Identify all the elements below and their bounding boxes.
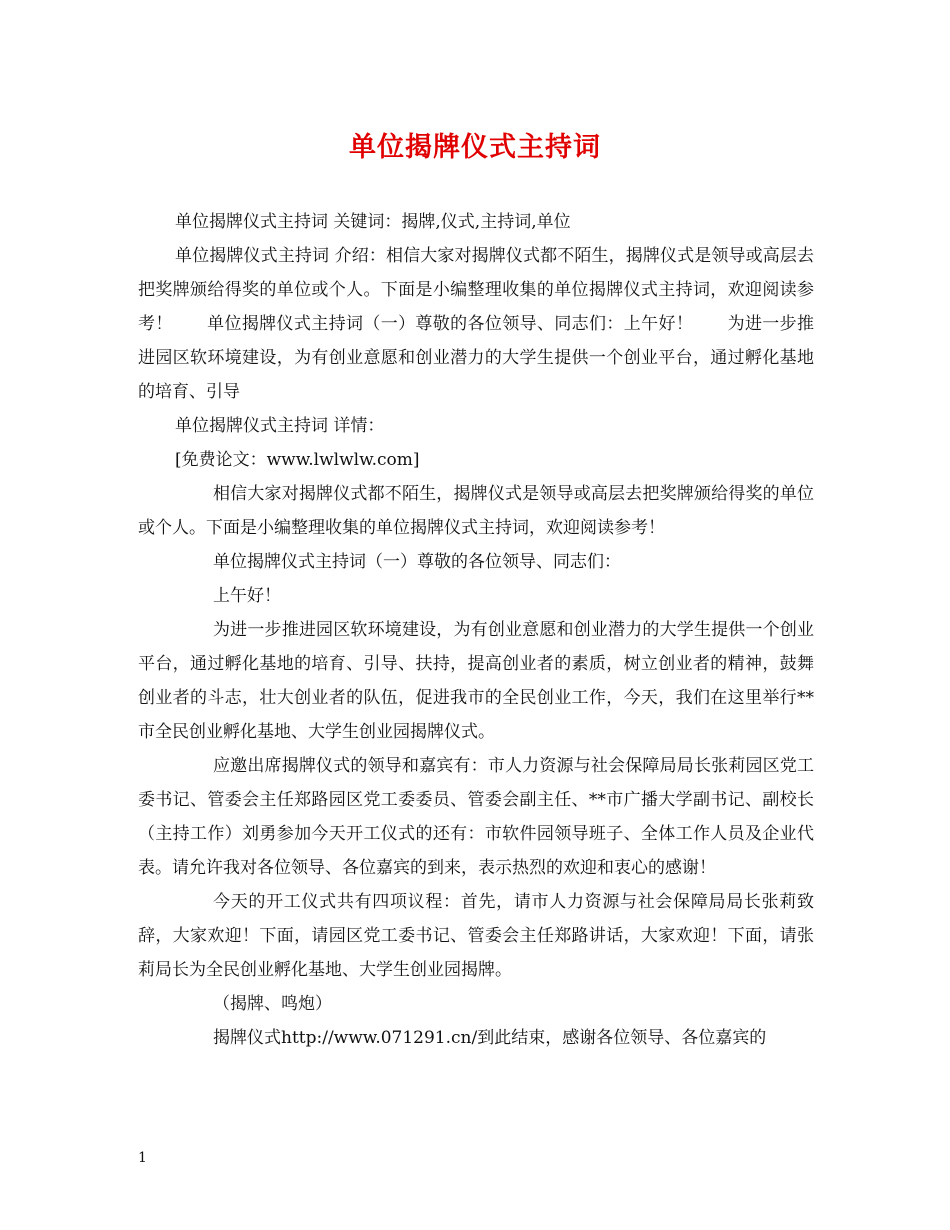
document-body — [138, 205, 814, 1055]
body-paragraph-8: 揭牌仪式http://www.071291.cn/到此结束，感谢各位领导、各位嘉宾的 — [213, 1028, 767, 1048]
details-label: 单位揭牌仪式主持词 详情： — [175, 416, 385, 436]
source-link: [免费论文：www.lwlwlw.com] — [175, 450, 420, 470]
body-paragraph-3: 上午好！ — [213, 586, 281, 606]
intro-text-b: 单位揭牌仪式主持词（一）尊敬的各位领导、同志们：上午好！ — [206, 314, 694, 334]
body-paragraph-2: 单位揭牌仪式主持词（一）尊敬的各位领导、同志们： — [213, 552, 621, 572]
intro-text-c: 为进一步推进园区软环境建设，为有创业意愿和创业潜力的大学生提供一个创业平台，通过孵化基地的培育、引导 — [138, 314, 815, 402]
page-number: 1 — [138, 1150, 147, 1166]
body-paragraph-5: 应邀出席揭牌仪式的领导和嘉宾有：市人力资源与社会保障局局长张莉园区党工委书记、管委会主任郑路园区党工委委员、管委会副主任、**市广播大学副书记、副校长（主持工作）刘勇参加今天开工仪式的还有：市软件园领导班子、全体工作人员及企业代表。请允许我对各位领导、各位嘉宾的到来，表示热烈的欢迎和衷心的感谢！ — [138, 756, 814, 878]
intro-paragraph — [138, 239, 814, 409]
body-paragraph-1: 相信大家对揭牌仪式都不陌生，揭牌仪式是领导或高层去把奖牌颁给得奖的单位或个人。下面是小编整理收集的单位揭牌仪式主持词，欢迎阅读参考！ — [138, 484, 814, 538]
body-paragraph-7: （揭牌、鸣炮） — [213, 994, 332, 1014]
body-paragraph-4: 为进一步推进园区软环境建设，为有创业意愿和创业潜力的大学生提供一个创业平台，通过孵化基地的培育、引导、扶持，提高创业者的素质，树立创业者的精神，鼓舞创业者的斗志，壮大创业者的队伍，促进我市的全民创业工作，今天，我们在这里举行**市全民创业孵化基地、大学生创业园揭牌仪式。 — [138, 620, 814, 742]
intro-text-a: 单位揭牌仪式主持词 介绍：相信大家对揭牌仪式都不陌生，揭牌仪式是领导或高层去把奖牌颁给得奖的单位或个人。下面是小编整理收集的单位揭牌仪式主持词，欢迎阅读参考！ — [138, 246, 814, 334]
keywords-paragraph: 单位揭牌仪式主持词 关键词：揭牌,仪式,主持词,单位 — [175, 212, 571, 232]
document-title: 单位揭牌仪式主持词 — [349, 132, 601, 163]
body-paragraph-6: 今天的开工仪式共有四项议程：首先，请市人力资源与社会保障局局长张莉致辞，大家欢迎！下面，请园区党工委书记、管委会主任郑路讲话，大家欢迎！下面，请张莉局长为全民创业孵化基地、大学生创业园揭牌。 — [138, 892, 814, 980]
